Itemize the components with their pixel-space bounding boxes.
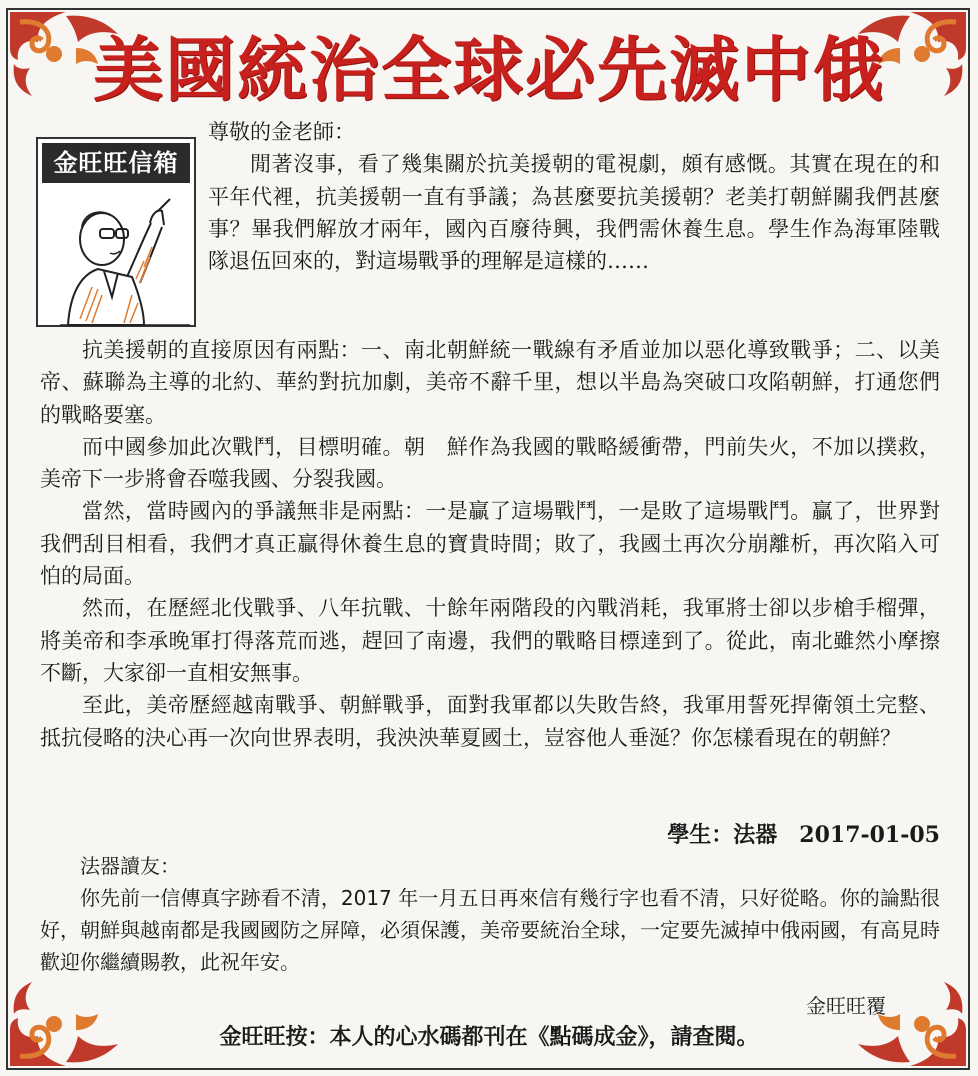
letter-paragraph: 當然，當時國內的爭議無非是兩點：一是贏了這場戰鬥，一是敗了這場戰鬥。贏了，世界對我們刮目相看，我們才真正贏得休養生息的寶貴時間；敗了，我國土再次分崩離析，再次陷入可怕的局面。 <box>40 499 940 589</box>
article-title: 美國統治全球必先滅中俄 <box>93 28 885 111</box>
reply-body <box>40 850 940 978</box>
footer-note: 金旺旺按：本人的心水碼都刊在《點碼成金》，請查閱。 <box>219 1025 759 1050</box>
letter-paragraph: 而中國參加此次戰鬥，目標明確。朝 鮮作為我國的戰略緩衝帶，門前失火，不加以撲救，美帝下一步將會吞噬我國、分裂我國。 <box>40 434 940 492</box>
letter-signature: 學生：法器 2017-01-05 <box>667 822 940 848</box>
letter-paragraph: 抗美援朝的直接原因有兩點：一、南北朝鮮統一戰線有矛盾並加以惡化導致戰爭；二、以美帝、蘇聯為主導的北約、華約對抗加劇，美帝不辭千里，想以半島為突破口攻陷朝鮮，打通您們的戰略要塞。 <box>40 338 940 427</box>
letter-paragraph: 閒著沒事，看了幾集關於抗美援朝的電視劇，頗有感慨。其實在現在的和平年代裡，抗美援朝一直有爭議；為甚麼要抗美援朝？老美打朝鮮關我們甚麼事？畢我們解放才兩年，國內百廢待興，我們需休養生息。學生作為海軍陸戰隊退伍回來的，對這場戰爭的理解是這樣的…… <box>208 152 940 274</box>
reply-paragraph: 你先前一信傳真字跡看不清，2017 年一月五日再來信有幾行字也看不清，只好從略。你的論點很好，朝鮮與越南都是我國國防之屏障，必須保護，美帝要統治全球，一定要先滅掉中俄兩國，有高見時歡迎你繼續賜教，此祝年安。 <box>40 886 940 974</box>
letter-paragraph: 然而，在歷經北伐戰爭、八年抗戰、十餘年兩階段的內戰消耗，我軍將士卻以步槍手榴彈，將美帝和李承晚軍打得落荒而逃，趕回了南邊，我們的戰略目標達到了。從此，南北雖然小摩擦不斷，大家卻一直相安無事。 <box>40 596 940 685</box>
mailbox-label: 金旺旺信箱 <box>42 143 190 183</box>
letter-salutation: 尊敬的金老師： <box>208 120 355 144</box>
letter-body <box>40 116 940 754</box>
reply-signature: 金旺旺覆 <box>806 994 886 1018</box>
letter-paragraph: 至此，美帝歷經越南戰爭、朝鮮戰爭，面對我軍都以失敗告終，我軍用誓死捍衛領土完整、抵抗侵略的決心再一次向世界表明，我泱泱華夏國土，豈容他人垂涎？你怎樣看現在的朝鮮？ <box>40 693 940 750</box>
reply-salutation: 法器讀友： <box>80 854 180 878</box>
